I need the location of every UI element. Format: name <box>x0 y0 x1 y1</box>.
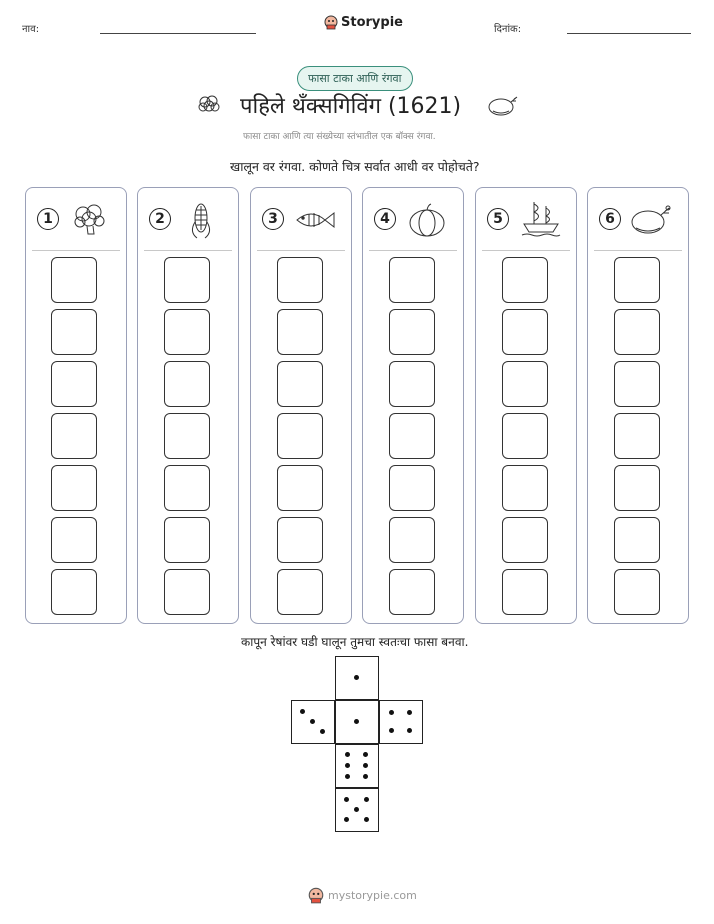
instruction-text: खालून वर रंगवा. कोणते चित्र सर्वात आधी वर पोहोचते? <box>230 159 480 174</box>
column-5 <box>475 187 577 624</box>
color-box[interactable] <box>389 413 435 459</box>
color-box[interactable] <box>164 517 210 563</box>
color-box[interactable] <box>389 257 435 303</box>
color-box[interactable] <box>389 569 435 615</box>
subtitle: फासा टाका आणि त्या संख्येच्या स्तंभातील एक बॉक्स रंगवा. <box>243 132 436 142</box>
column-6 <box>587 187 689 624</box>
color-box[interactable] <box>277 257 323 303</box>
color-box[interactable] <box>164 309 210 355</box>
ship-icon <box>520 198 562 238</box>
dice-face-3 <box>291 700 335 744</box>
column-number-2: 2 <box>149 208 171 230</box>
storypie-mascot-icon <box>324 14 338 30</box>
dice-instruction: कापून रेषांवर घडी घालून तुमचा स्वतःचा फासा बनवा. <box>241 635 469 649</box>
dice-face-6 <box>335 744 379 788</box>
column-separator <box>32 250 120 251</box>
color-box[interactable] <box>502 569 548 615</box>
column-4 <box>362 187 464 624</box>
color-box[interactable] <box>614 413 660 459</box>
color-box[interactable] <box>614 465 660 511</box>
column-number-5: 5 <box>487 208 509 230</box>
color-box[interactable] <box>614 361 660 407</box>
broccoli-icon <box>70 202 110 236</box>
column-2 <box>137 187 239 624</box>
column-number-6: 6 <box>599 208 621 230</box>
color-box[interactable] <box>51 465 97 511</box>
column-number-3: 3 <box>262 208 284 230</box>
dice-net <box>290 656 426 836</box>
color-box[interactable] <box>164 257 210 303</box>
dice-face-4 <box>379 700 423 744</box>
color-box[interactable] <box>164 361 210 407</box>
color-box[interactable] <box>614 257 660 303</box>
color-box[interactable] <box>51 517 97 563</box>
page-title: पहिले थँक्सगिविंग (1621) <box>240 94 462 119</box>
color-box[interactable] <box>164 465 210 511</box>
column-separator <box>594 250 682 251</box>
color-box[interactable] <box>389 517 435 563</box>
name-label: नाव: <box>22 24 40 35</box>
color-box[interactable] <box>502 361 548 407</box>
color-box[interactable] <box>51 309 97 355</box>
fish-icon <box>293 206 337 234</box>
corn-icon <box>186 200 216 240</box>
column-separator <box>369 250 457 251</box>
column-number-1: 1 <box>37 208 59 230</box>
color-box[interactable] <box>277 309 323 355</box>
color-box[interactable] <box>614 569 660 615</box>
color-box[interactable] <box>502 465 548 511</box>
column-separator <box>257 250 345 251</box>
footer <box>308 886 417 904</box>
color-box[interactable] <box>277 517 323 563</box>
column-separator <box>482 250 570 251</box>
color-box[interactable] <box>277 569 323 615</box>
color-box[interactable] <box>277 413 323 459</box>
column-1 <box>25 187 127 624</box>
date-label: दिनांक: <box>494 24 522 35</box>
brand-name: Storypie <box>341 14 403 30</box>
color-box[interactable] <box>614 309 660 355</box>
color-box[interactable] <box>502 309 548 355</box>
turkey-icon <box>628 202 676 236</box>
color-box[interactable] <box>502 413 548 459</box>
color-box[interactable] <box>389 309 435 355</box>
color-box[interactable] <box>51 569 97 615</box>
dice-face-1 <box>335 656 379 700</box>
date-line[interactable] <box>567 33 691 34</box>
color-box[interactable] <box>51 361 97 407</box>
column-3 <box>250 187 352 624</box>
color-box[interactable] <box>164 413 210 459</box>
color-box[interactable] <box>51 413 97 459</box>
color-box[interactable] <box>614 517 660 563</box>
broccoli-icon <box>196 92 222 118</box>
color-box[interactable] <box>502 517 548 563</box>
name-line[interactable] <box>100 33 256 34</box>
pumpkin-icon <box>407 201 447 239</box>
dice-face-1 <box>335 700 379 744</box>
color-box[interactable] <box>51 257 97 303</box>
color-box[interactable] <box>164 569 210 615</box>
turkey-icon <box>487 92 521 118</box>
color-box[interactable] <box>277 361 323 407</box>
footer-url[interactable]: mystorypie.com <box>328 888 417 902</box>
column-number-4: 4 <box>374 208 396 230</box>
color-box[interactable] <box>389 465 435 511</box>
storypie-mascot-icon <box>308 886 324 904</box>
color-box[interactable] <box>502 257 548 303</box>
dice-face-5 <box>335 788 379 832</box>
brand-logo <box>324 14 403 30</box>
color-box[interactable] <box>389 361 435 407</box>
color-box[interactable] <box>277 465 323 511</box>
column-separator <box>144 250 232 251</box>
activity-pill: फासा टाका आणि रंगवा <box>297 66 413 91</box>
